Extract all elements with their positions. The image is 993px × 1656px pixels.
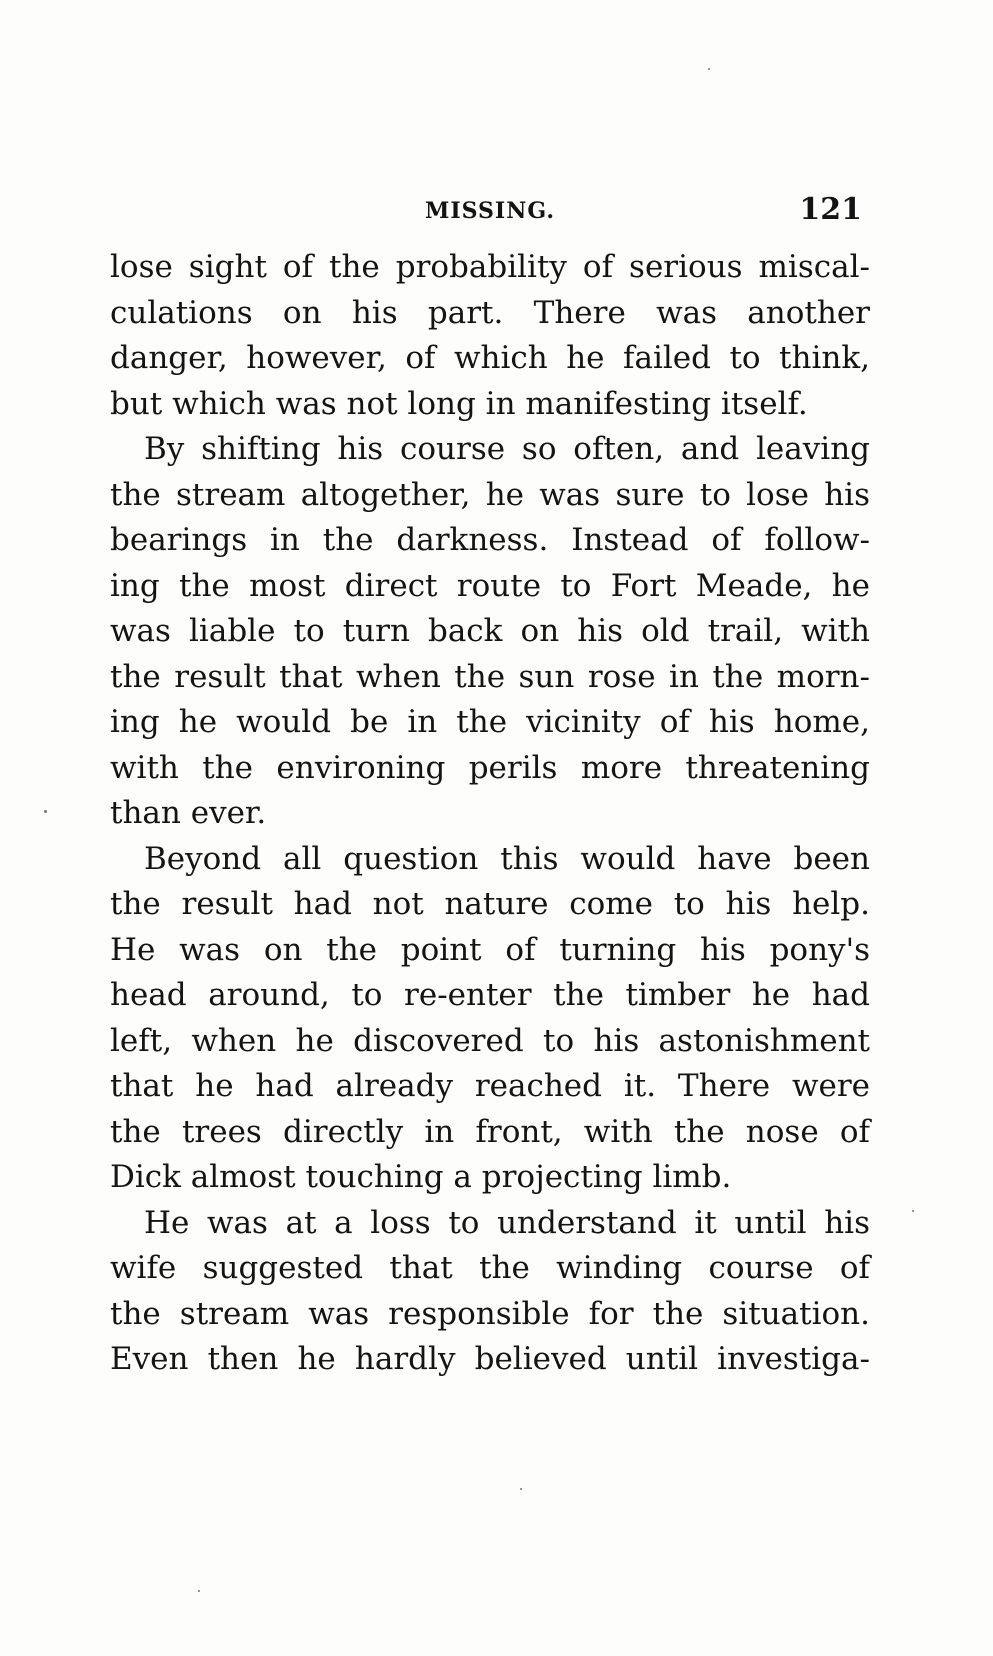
- text-line: the trees directly in front, with the nose of: [110, 1113, 870, 1150]
- scan-speck: [708, 68, 710, 70]
- text-line: than ever.: [110, 795, 267, 831]
- chapter-title: MISSING.: [425, 198, 555, 224]
- text-line: Even then he hardly believed until investiga-: [110, 1341, 870, 1377]
- text-line: He was on the point of turning his pony's: [110, 931, 870, 968]
- text-line: the stream altogether, he was sure to lose his: [110, 476, 870, 513]
- text-line: wife suggested that the winding course of: [110, 1250, 870, 1286]
- text-line: but which was not long in manifesting itself.: [110, 385, 808, 422]
- page-number: 121: [799, 192, 862, 227]
- scan-speck: [44, 810, 47, 813]
- scan-speck: [520, 1488, 522, 1490]
- paragraph-start-line: By shifting his course so often, and leaving: [144, 431, 870, 467]
- text-line: danger, however, of which he failed to think,: [110, 340, 870, 376]
- paragraph-start-line: He was at a loss to understand it until his: [144, 1204, 870, 1241]
- scan-speck: [198, 1590, 200, 1592]
- text-line: with the environing perils more threatening: [110, 749, 870, 786]
- running-head: [110, 192, 870, 232]
- text-line: was liable to turn back on his old trail, with: [110, 613, 870, 649]
- text-line: Dick almost touching a projecting limb.: [110, 1159, 732, 1195]
- text-line: left, when he discovered to his astonishment: [110, 1022, 870, 1059]
- scan-speck: [912, 1210, 914, 1212]
- text-line: the result had not nature come to his help.: [110, 886, 870, 922]
- text-line: the result that when the sun rose in the morn-: [110, 658, 870, 695]
- text-line: bearings in the darkness. Instead of follow-: [110, 522, 870, 558]
- text-line: culations on his part. There was another: [110, 294, 870, 331]
- text-line: ing the most direct route to Fort Meade, he: [110, 567, 870, 604]
- text-line: ing he would be in the vicinity of his home,: [110, 704, 870, 740]
- text-line: that he had already reached it. There were: [110, 1068, 870, 1104]
- text-line: the stream was responsible for the situation.: [110, 1295, 870, 1332]
- paragraph-start-line: Beyond all question this would have been: [144, 840, 870, 877]
- body-text: [110, 245, 870, 1383]
- text-line: lose sight of the probability of serious miscal-: [110, 249, 870, 285]
- text-line: head around, to re-enter the timber he had: [110, 977, 870, 1013]
